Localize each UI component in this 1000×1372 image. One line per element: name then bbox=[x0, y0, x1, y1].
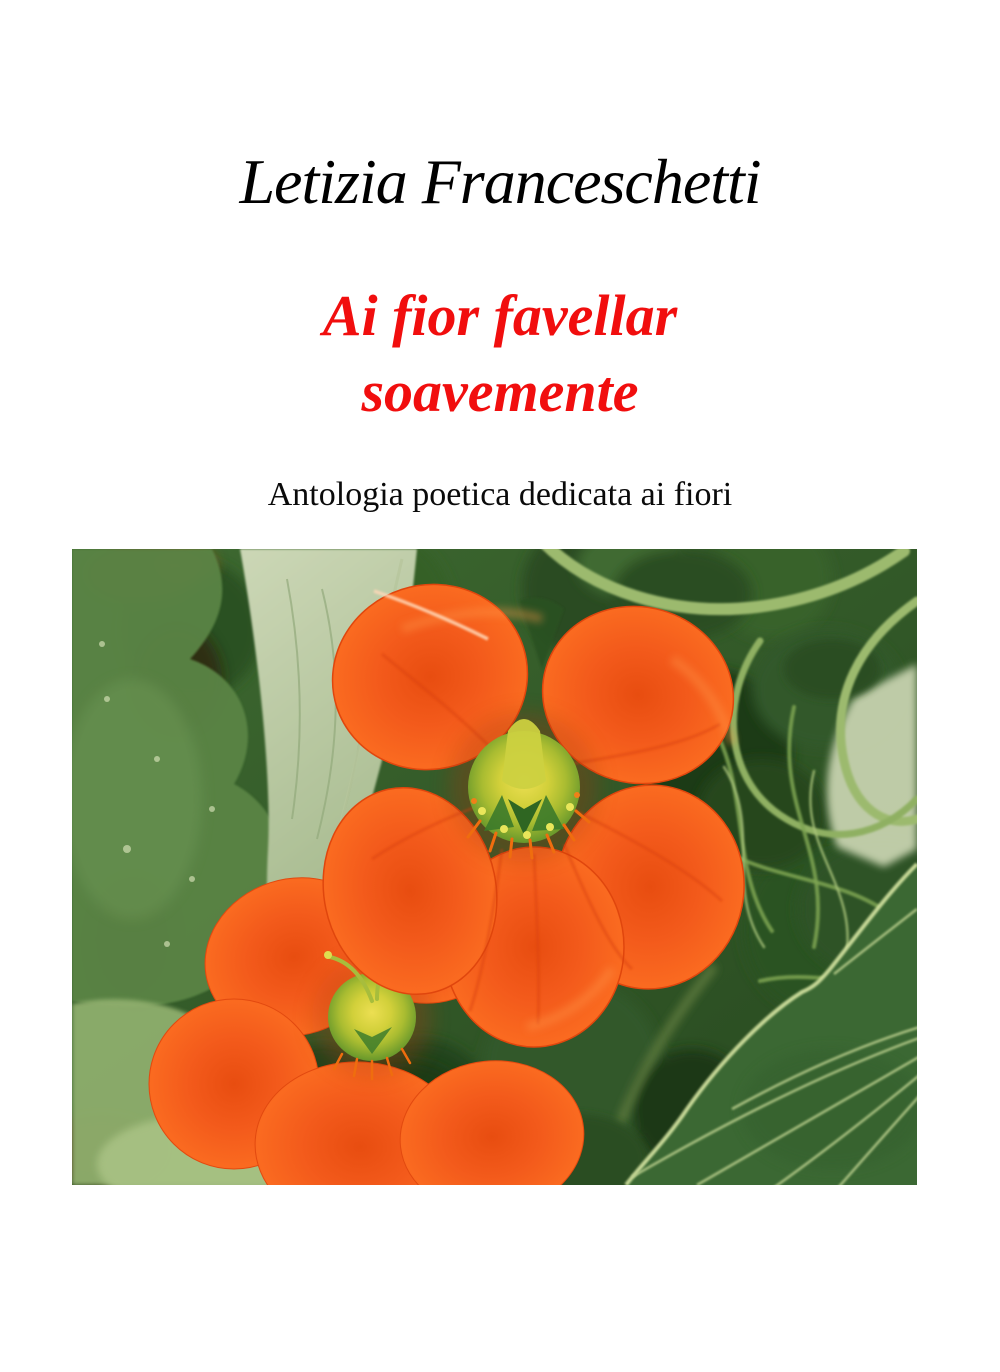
subtitle: Antologia poetica dedicata ai fiori bbox=[267, 476, 733, 513]
cover-photo bbox=[72, 549, 917, 1185]
book-title-line-2: soavemente bbox=[361, 359, 639, 424]
book-title bbox=[0, 278, 1000, 430]
book-title-line-1: Ai fior favellar bbox=[322, 283, 678, 348]
nasturtium-photo-illustration bbox=[72, 549, 917, 1185]
author-name: Letizia Franceschetti bbox=[239, 146, 761, 217]
